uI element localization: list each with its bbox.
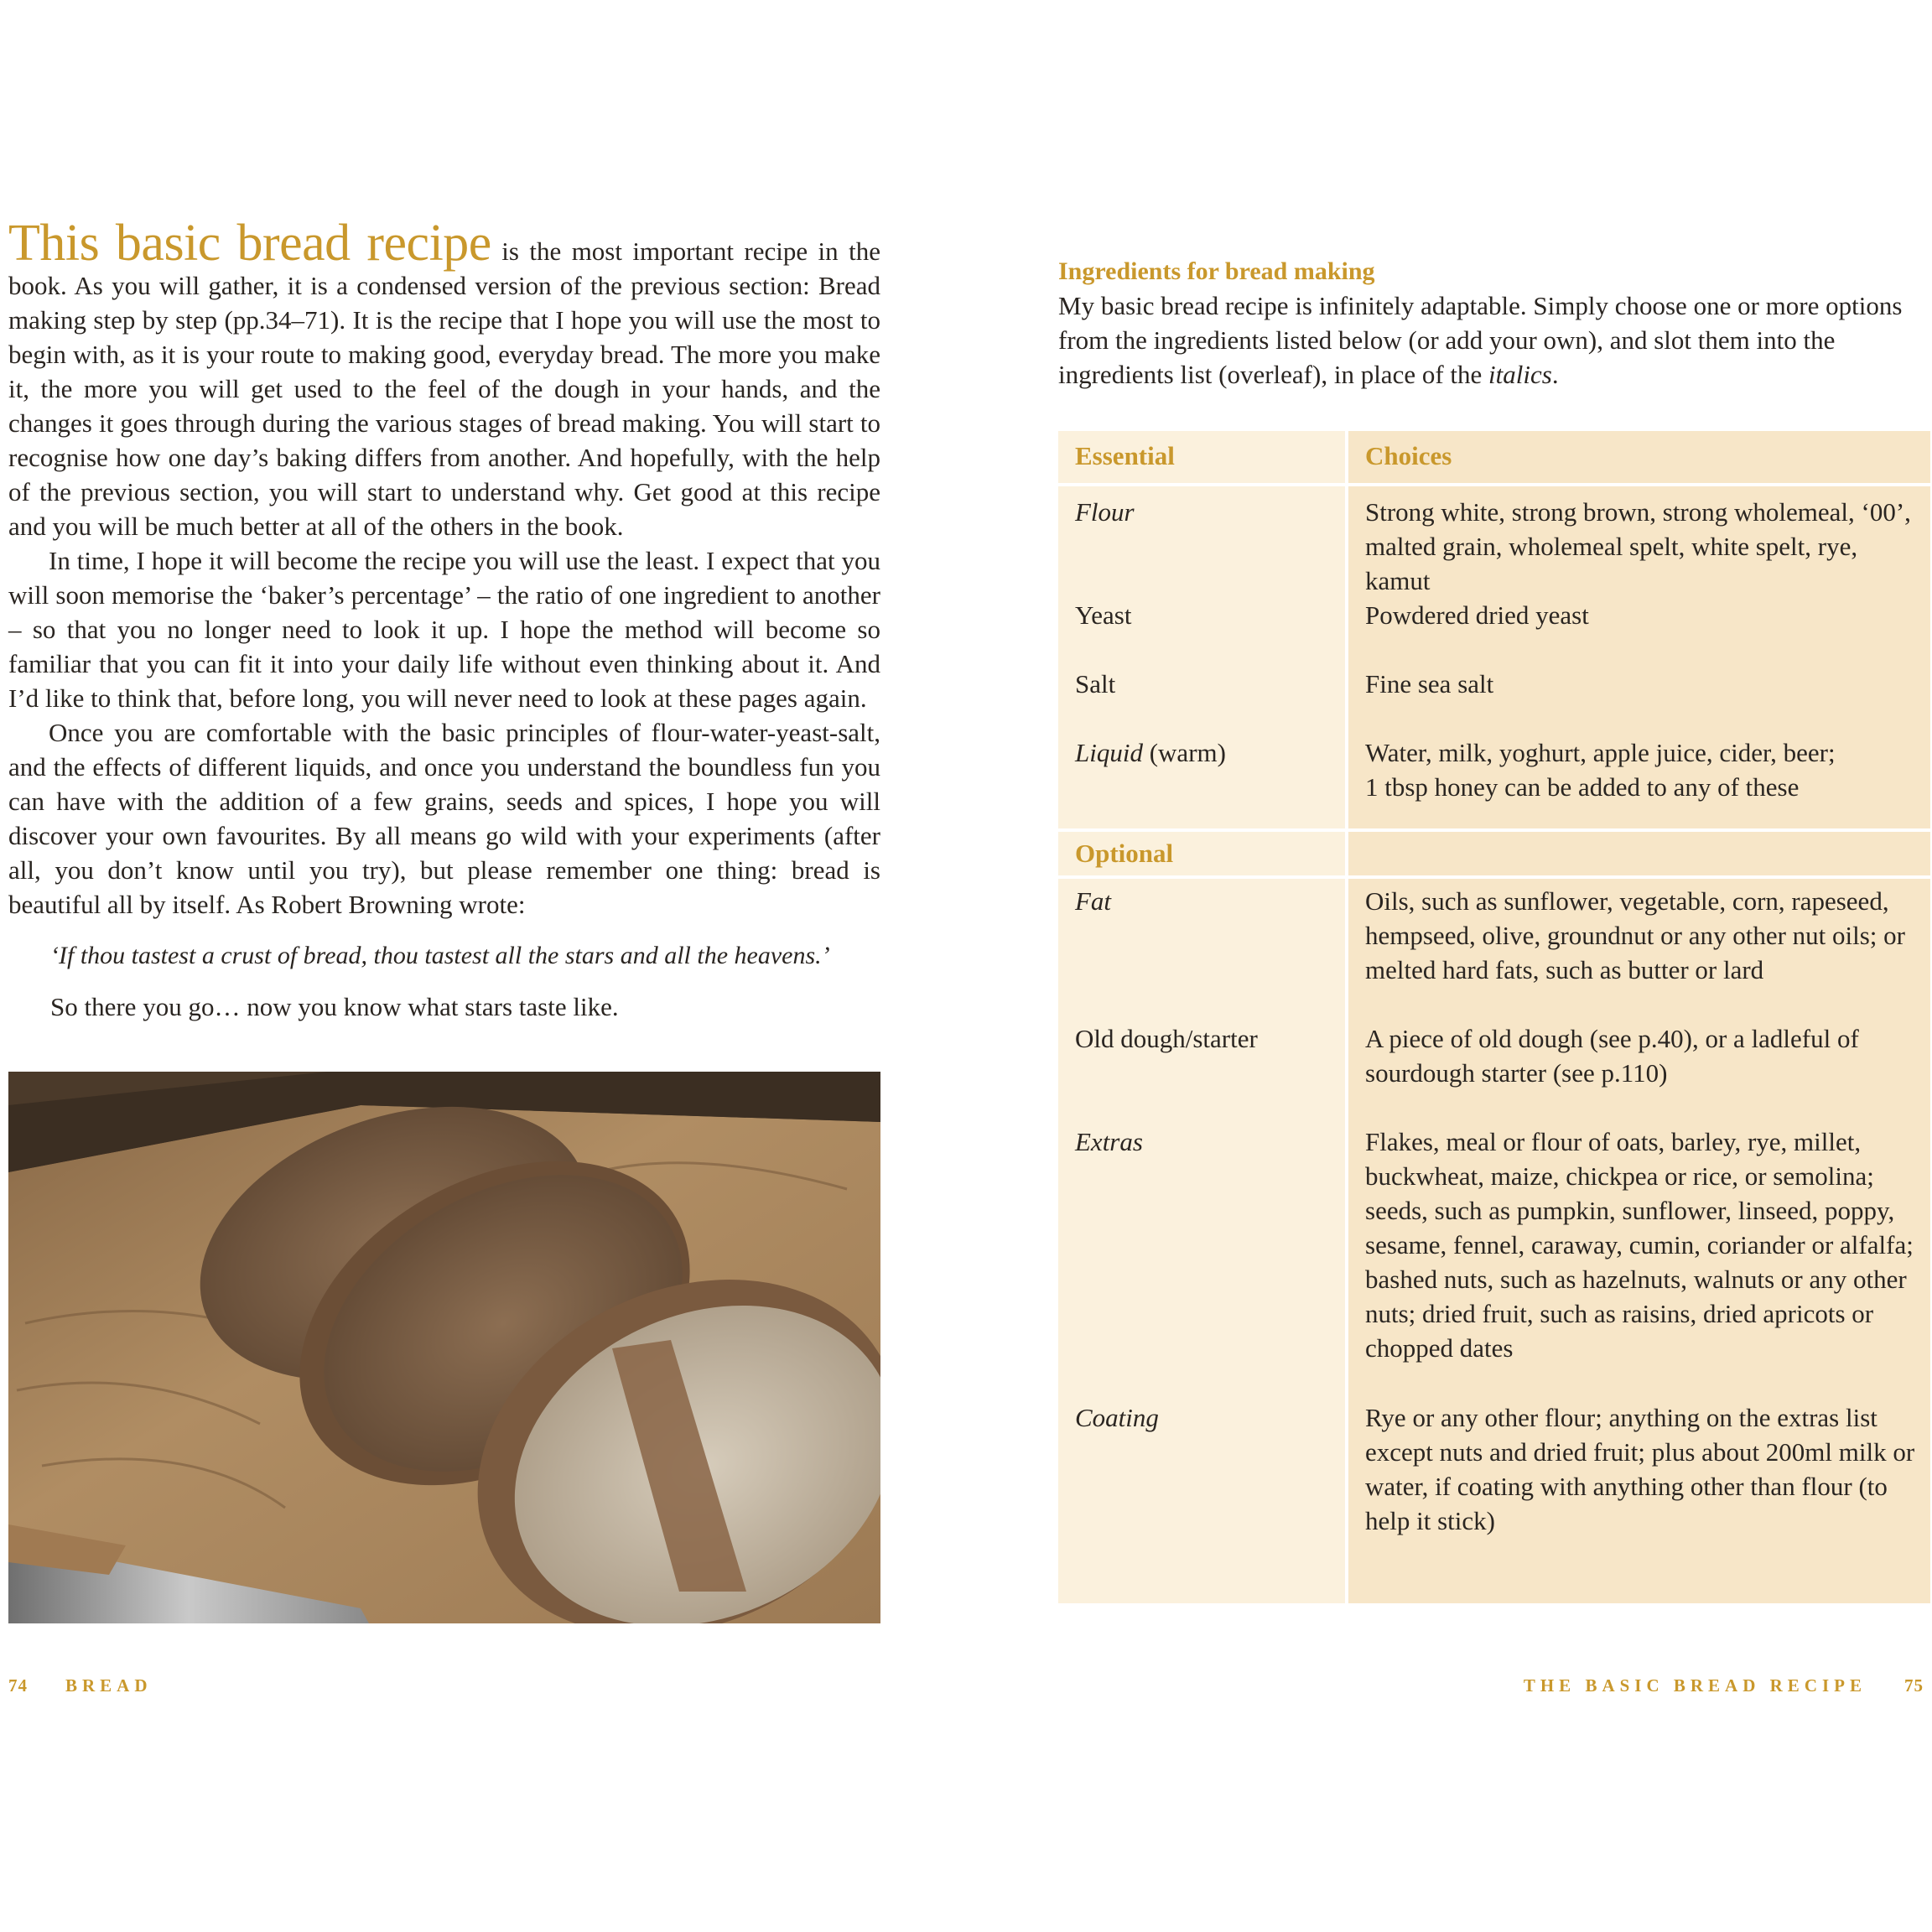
header-choices: Choices — [1365, 441, 1452, 470]
intro-paragraph — [8, 215, 880, 543]
row-liquid-label: Liquid — [1075, 738, 1143, 767]
paragraph-2: In time, I hope it will become the recipe you will use the least. I expect that you will soon memorise the ‘baker’s percentage’ – the ratio of one ingredient to another – so that you no longer need to look it up. I hope the method will become so familiar that you can fit it into your daily life without even thinking about it. And I’d like to think that, before long, you will never need to look at these pages again. — [8, 546, 880, 713]
row-salt-name: Salt — [1075, 669, 1116, 699]
ingredients-intro-text: My basic bread recipe is infinitely adaptable. Simply choose one or more options from the ingredients listed below (or add your own), and slot them into the ingredients list (overleaf), in place of the — [1058, 291, 1903, 389]
ingredients-intro-italic: italics — [1488, 360, 1552, 389]
header-essential: Essential — [1075, 441, 1175, 470]
row-flour-name: Flour — [1075, 497, 1135, 527]
row-liquid-choice — [1365, 735, 1925, 804]
bread-photo — [8, 1072, 880, 1623]
ingredients-table — [1058, 431, 1930, 1603]
table-divider — [1058, 483, 1930, 486]
row-fat-name: Fat — [1075, 886, 1112, 916]
left-page-number: 74 — [8, 1675, 28, 1696]
ingredients-intro-end: . — [1551, 360, 1559, 389]
row-liquid-suffix: (warm) — [1142, 738, 1226, 767]
right-folio — [1524, 1675, 1924, 1696]
row-liquid-choice-line1: Water, milk, yoghurt, apple juice, cider, beer; — [1365, 738, 1836, 767]
page-title: This basic bread recipe — [8, 215, 491, 272]
browning-quote: ‘If thou tastest a crust of bread, thou tastest all the stars and all the heavens.’ — [50, 942, 830, 969]
right-running-head: THE BASIC BREAD RECIPE — [1523, 1675, 1867, 1696]
row-flour-choice: Strong white, strong brown, strong wholemeal, ‘00’, malted grain, wholemeal spelt, white spelt, rye, kamut — [1365, 497, 1911, 595]
row-old-dough-choice: A piece of old dough (see p.40), or a ladleful of sourdough starter (see p.110) — [1365, 1024, 1859, 1088]
row-yeast-name: Yeast — [1075, 600, 1132, 630]
left-folio — [8, 1675, 153, 1696]
row-extras-name: Extras — [1075, 1127, 1143, 1156]
left-running-head: BREAD — [65, 1675, 153, 1696]
ingredients-intro — [1058, 288, 1930, 392]
closing-line: So there you go… now you know what stars taste like. — [50, 992, 619, 1021]
table-divider — [1058, 875, 1930, 879]
header-optional: Optional — [1075, 839, 1174, 868]
row-fat-choice: Oils, such as sunflower, vegetable, corn, rapeseed, hempseed, olive, groundnut or any other nut oils; or melted hard fats, such as butter or lard — [1365, 886, 1905, 984]
intro-text: is the most important recipe in the book. As you will gather, it is a condensed version of the previous section: Bread making step by step (pp.34–71). It is the recipe that I hope you will use the most to begin with, as it is your route to making good, everyday bread. The more you make it, the more you will get used to the feel of the dough in your hands, and the changes it goes through during the various stages of bread making. You will start to recognise how one day’s baking differs from another. And hopefully, with the help of the previous section, you will start to understand why. Get good at this recipe and you will be much better at all of the others in the book. — [8, 236, 880, 541]
row-liquid-name — [1075, 735, 1335, 770]
bread-loaf-image — [8, 1072, 880, 1623]
ingredients-heading: Ingredients for bread making — [1058, 257, 1375, 285]
row-extras-choice: Flakes, meal or flour of oats, barley, rye, millet, buckwheat, maize, chickpea or rice, or semolina; seeds, such as pumpkin, sunflower, linseed, poppy, sesame, fennel, caraway, cumin, coriander or alfalfa; bashed nuts, such as hazelnuts, walnuts or any other nuts; dried fruit, such as raisins, dried apricots or chopped dates — [1365, 1127, 1914, 1363]
right-page — [1058, 255, 1930, 392]
right-page-number: 75 — [1904, 1675, 1924, 1696]
row-yeast-choice: Powdered dried yeast — [1365, 600, 1589, 630]
row-coating-name: Coating — [1075, 1403, 1159, 1432]
row-coating-choice: Rye or any other flour; anything on the extras list except nuts and dried fruit; plus about 200ml milk or water, if coating with anything other than flour (to help it stick) — [1365, 1403, 1915, 1535]
row-liquid-choice-line2: 1 tbsp honey can be added to any of these — [1365, 772, 1800, 802]
left-page — [8, 215, 880, 1024]
paragraph-3: Once you are comfortable with the basic principles of flour-water-yeast-salt, and the effects of different liquids, and once you understand the boundless fun you can have with the addition of a few grains, seeds and spices, I hope you will discover your own favourites. By all means go wild with your experiments (after all, you don’t know until you try), but please remember one thing: bread is beautiful all by itself. As Robert Browning wrote: — [8, 718, 880, 919]
table-divider — [1058, 828, 1930, 832]
row-old-dough-name: Old dough/starter — [1075, 1024, 1258, 1053]
row-salt-choice: Fine sea salt — [1365, 669, 1494, 699]
